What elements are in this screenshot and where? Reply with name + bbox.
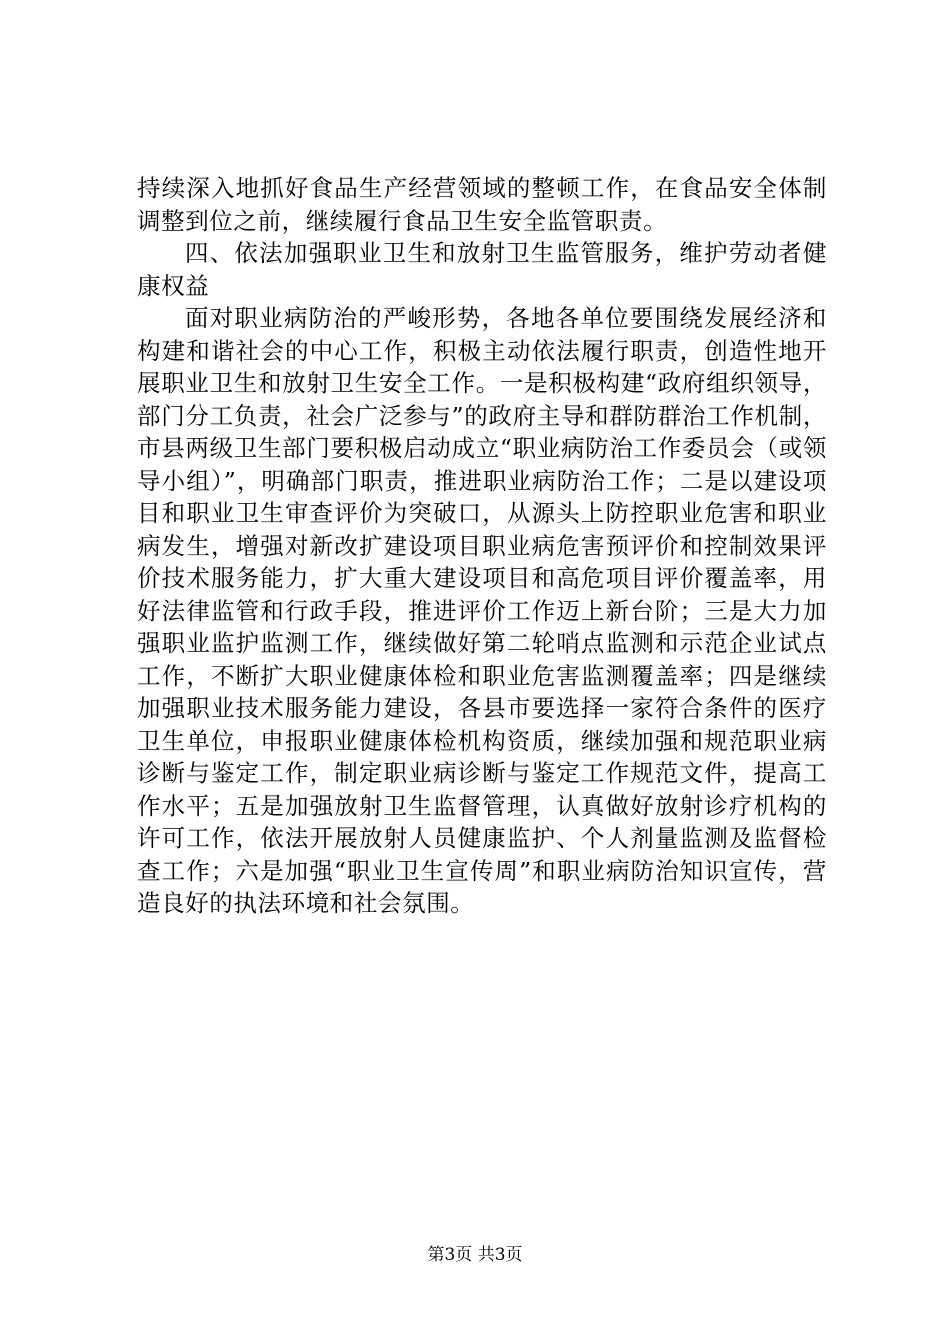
page-footer: 第3页 共3页 [427,1245,523,1265]
document-body [137,172,827,920]
paragraph-continuation: 持续深入地抓好食品生产经营领域的整顿工作，在食品安全体制调整到位之前，继续履行食品卫生安全监管职责。 [137,174,827,235]
paragraph-body: 面对职业病防治的严峻形势，各地各单位要围绕发展经济和构建和谐社会的中心工作，积极主动依法履行职责，创造性地开展职业卫生和放射卫生安全工作。一是积极构建“政府组织领导，部门分工负责，社会广泛参与”的政府主导和群防群治工作机制，市县两级卫生部门要积极启动成立“职业病防治工作委员会（或领导小组）”，明确部门职责，推进职业病防治工作；二是以建设项目和职业卫生审查评价为突破口，从源头上防控职业危害和职业病发生，增强对新改扩建设项目职业病危害预评价和控制效果评价技术服务能力，扩大重大建设项目和高危项目评价覆盖率，用好法律监管和行政手段，推进评价工作迈上新台阶；三是大力加强职业监护监测工作，继续做好第二轮哨点监测和示范企业试点工作，不断扩大职业健康体检和职业危害监测覆盖率；四是继续加强职业技术服务能力建设，各县市要选择一家符合条件的医疗卫生单位，申报职业健康体检机构资质，继续加强和规范职业病诊断与鉴定工作，制定职业病诊断与鉴定工作规范文件，提高工作水平；五是加强放射卫生监督管理，认真做好放射诊疗机构的许可工作，依法开展放射人员健康监护、个人剂量监测及监督检查工作；六是加强“职业卫生宣传周”和职业病防治知识宣传，营造良好的执法环境和社会氛围。 [137,304,827,917]
section-heading: 四、依法加强职业卫生和放射卫生监管服务，维护劳动者健康权益 [137,239,827,300]
